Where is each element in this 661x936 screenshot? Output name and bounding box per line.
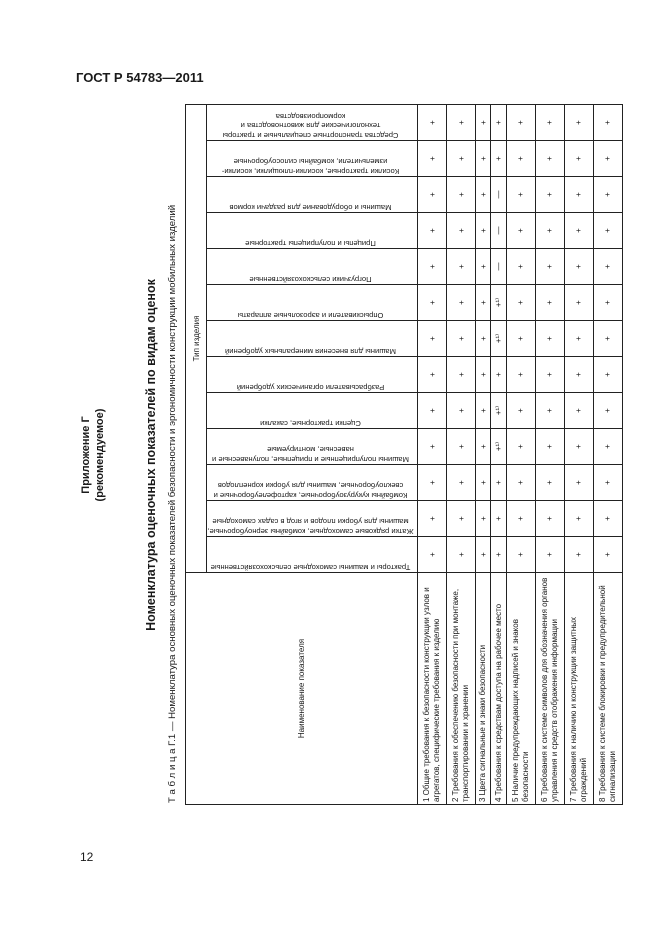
applicability-mark: +¹⁾ [491, 321, 506, 357]
document-code: ГОСТ Р 54783—2011 [76, 70, 204, 85]
applicability-mark: + [506, 501, 535, 537]
applicability-mark: + [491, 501, 506, 537]
applicability-mark: + [447, 285, 476, 321]
applicability-mark: — [491, 213, 506, 249]
applicability-mark: + [418, 465, 447, 501]
applicability-mark: + [418, 357, 447, 393]
applicability-mark: + [564, 177, 593, 213]
table-row [447, 104, 476, 804]
table-row [535, 104, 564, 804]
column-header-label: Машины для внесения минеральных удобрений [225, 347, 396, 356]
column-header-label: Комбайны кукурузоуборочные, картофелеуборочные и свеклоуборочные, машины для уборки корнеплодов [213, 481, 408, 500]
applicability-mark: + [447, 393, 476, 429]
applicability-mark: + [476, 537, 491, 573]
applicability-mark: + [506, 321, 535, 357]
applicability-mark: + [447, 501, 476, 537]
table-row [593, 104, 622, 804]
applicability-mark: + [535, 141, 564, 177]
applicability-mark: + [564, 321, 593, 357]
applicability-mark: + [593, 177, 622, 213]
applicability-mark: + [491, 357, 506, 393]
applicability-mark: + [418, 177, 447, 213]
applicability-mark: + [564, 429, 593, 465]
applicability-mark: + [506, 429, 535, 465]
applicability-mark: + [476, 393, 491, 429]
applicability-mark: + [593, 104, 622, 140]
product-type-column-header [207, 285, 418, 321]
table-row [506, 104, 535, 804]
applicability-mark: + [491, 104, 506, 140]
applicability-mark: + [418, 285, 447, 321]
applicability-mark: + [491, 537, 506, 573]
product-type-column-header [207, 177, 418, 213]
product-type-column-header [207, 321, 418, 357]
applicability-mark: + [476, 465, 491, 501]
column-header-label: Машины полуприцепные и прицепные, полунавесные и навесные, монтируемые [212, 445, 409, 464]
applicability-mark: + [506, 537, 535, 573]
column-header-label: Косилки тракторные, косилки-плющилки, косилки-измельчители, комбайны силосоуборочные [221, 157, 400, 176]
product-type-column-header [207, 537, 418, 573]
applicability-mark: + [418, 104, 447, 140]
applicability-mark: + [535, 393, 564, 429]
applicability-mark: + [535, 213, 564, 249]
applicability-mark: + [506, 249, 535, 285]
column-header-label: Жатки рядковые самоходные, комбайны зерноуборочные, машины для уборки плодов и ягод в садах самоходные [207, 517, 414, 536]
applicability-mark: + [506, 285, 535, 321]
indicator-name: 6 Требования к системе символов для обозначения органов управления и средств отображения информации [535, 573, 564, 805]
column-header-label: Прицепы и полуприцепы тракторные [245, 239, 376, 248]
applicability-mark: + [564, 537, 593, 573]
applicability-mark: + [491, 465, 506, 501]
applicability-mark: + [593, 321, 622, 357]
applicability-mark: + [593, 285, 622, 321]
product-type-column-header [207, 213, 418, 249]
applicability-mark: + [506, 177, 535, 213]
applicability-mark: + [593, 393, 622, 429]
main-title: Номенклатура оценочных показателей по видам оценок [144, 279, 158, 631]
table-row [476, 104, 491, 804]
applicability-mark: +¹⁾ [491, 285, 506, 321]
column-header-label: Тракторы и машины самоходные сельскохозяйственные [210, 563, 411, 572]
applicability-mark: + [564, 141, 593, 177]
column-header-label: Средства транспортные специальные и тракторы технологические для животноводства и кормопроизводства [222, 112, 399, 140]
applicability-mark: + [564, 285, 593, 321]
applicability-mark: + [564, 465, 593, 501]
applicability-mark: + [476, 177, 491, 213]
applicability-mark: + [593, 213, 622, 249]
applicability-mark: + [491, 141, 506, 177]
table-row [491, 104, 506, 804]
applicability-mark: + [593, 501, 622, 537]
rotated-page-content [78, 105, 624, 805]
applicability-mark: + [564, 393, 593, 429]
applicability-mark: + [593, 141, 622, 177]
applicability-mark: + [593, 465, 622, 501]
applicability-mark: + [476, 357, 491, 393]
applicability-mark: + [506, 213, 535, 249]
indicators-table [185, 104, 623, 805]
indicator-name: 8 Требования к системе блокировки и предупредительной сигнализации [593, 573, 622, 805]
applicability-mark: + [593, 357, 622, 393]
applicability-mark: + [447, 249, 476, 285]
applicability-mark: + [535, 501, 564, 537]
applicability-mark: + [418, 429, 447, 465]
applicability-mark: + [593, 249, 622, 285]
applicability-mark: — [491, 249, 506, 285]
appendix-title: Приложение Г [80, 416, 92, 494]
applicability-mark: + [564, 357, 593, 393]
table-row [418, 104, 447, 804]
applicability-mark: +¹⁾ [491, 429, 506, 465]
applicability-mark: + [476, 213, 491, 249]
indicator-name: 2 Требования к обеспечению безопасности при монтаже, транспортировании и хранении [447, 573, 476, 805]
applicability-mark: + [506, 357, 535, 393]
applicability-mark: + [447, 357, 476, 393]
applicability-mark: + [535, 321, 564, 357]
applicability-mark: + [418, 537, 447, 573]
applicability-mark: + [535, 537, 564, 573]
applicability-mark: — [491, 177, 506, 213]
product-type-column-header [207, 429, 418, 465]
product-type-column-header [207, 249, 418, 285]
applicability-mark: + [535, 429, 564, 465]
applicability-mark: + [506, 393, 535, 429]
page-number: 12 [80, 850, 94, 864]
indicator-name: 3 Цвета сигнальные и знаки безопасности [476, 573, 491, 805]
applicability-mark: + [447, 321, 476, 357]
applicability-mark: + [535, 285, 564, 321]
product-type-column-header [207, 501, 418, 537]
product-type-column-header [207, 465, 418, 501]
applicability-mark: + [476, 249, 491, 285]
applicability-mark: + [418, 213, 447, 249]
product-type-column-header [207, 357, 418, 393]
product-type-header: Тип изделия [186, 104, 207, 572]
applicability-mark: + [418, 141, 447, 177]
applicability-mark: + [476, 501, 491, 537]
applicability-mark: + [564, 501, 593, 537]
applicability-mark: + [447, 177, 476, 213]
column-header-label: Погрузчики сельскохозяйственные [249, 275, 372, 284]
applicability-mark: + [593, 429, 622, 465]
applicability-mark: + [564, 249, 593, 285]
applicability-mark: + [418, 393, 447, 429]
applicability-mark: + [447, 537, 476, 573]
applicability-mark: + [535, 249, 564, 285]
indicator-name: 4 Требования к средствам доступа на рабочее место [491, 573, 506, 805]
column-header-label: Разбрасыватели органических удобрений [236, 383, 385, 392]
applicability-mark: +¹⁾ [491, 393, 506, 429]
applicability-mark: + [564, 104, 593, 140]
applicability-mark: + [476, 321, 491, 357]
column-header-label: Сцепки тракторные, сакалки [260, 419, 361, 428]
indicator-name: 7 Требования к наличию и конструкции защитных ограждений [564, 573, 593, 805]
indicator-name: 5 Наличие предупреждающих надписей и знаков безопасности [506, 573, 535, 805]
applicability-mark: + [418, 321, 447, 357]
applicability-mark: + [418, 249, 447, 285]
applicability-mark: + [506, 104, 535, 140]
table-caption: Т а б л и ц а Г.1 — Номенклатура основных оценочных показателей безопасности и эргономичности конструкции мобильных изделий [167, 204, 178, 803]
product-type-column-header [207, 141, 418, 177]
indicator-name: 1 Общие требования к безопасности конструкции узлов и агрегатов, специфические требования к изделию [418, 573, 447, 805]
applicability-mark: + [447, 213, 476, 249]
applicability-mark: + [447, 429, 476, 465]
applicability-mark: + [418, 501, 447, 537]
applicability-mark: + [535, 104, 564, 140]
applicability-mark: + [476, 285, 491, 321]
product-type-column-header [207, 104, 418, 140]
applicability-mark: + [593, 537, 622, 573]
applicability-mark: + [476, 141, 491, 177]
applicability-mark: + [476, 104, 491, 140]
product-type-column-header [207, 393, 418, 429]
applicability-mark: + [447, 465, 476, 501]
column-header-label: Машины и оборудование для раздачи кормов [229, 203, 392, 212]
applicability-mark: + [564, 213, 593, 249]
name-column-header: Наименование показателя [186, 573, 418, 805]
appendix-status: (рекомендуемое) [94, 408, 106, 502]
applicability-mark: + [476, 429, 491, 465]
applicability-mark: + [506, 465, 535, 501]
applicability-mark: + [535, 465, 564, 501]
applicability-mark: + [506, 141, 535, 177]
applicability-mark: + [535, 357, 564, 393]
table-row [564, 104, 593, 804]
column-header-label: Опрыскиватели и аэрозольные аппараты [237, 311, 384, 320]
applicability-mark: + [535, 177, 564, 213]
applicability-mark: + [447, 104, 476, 140]
applicability-mark: + [447, 141, 476, 177]
